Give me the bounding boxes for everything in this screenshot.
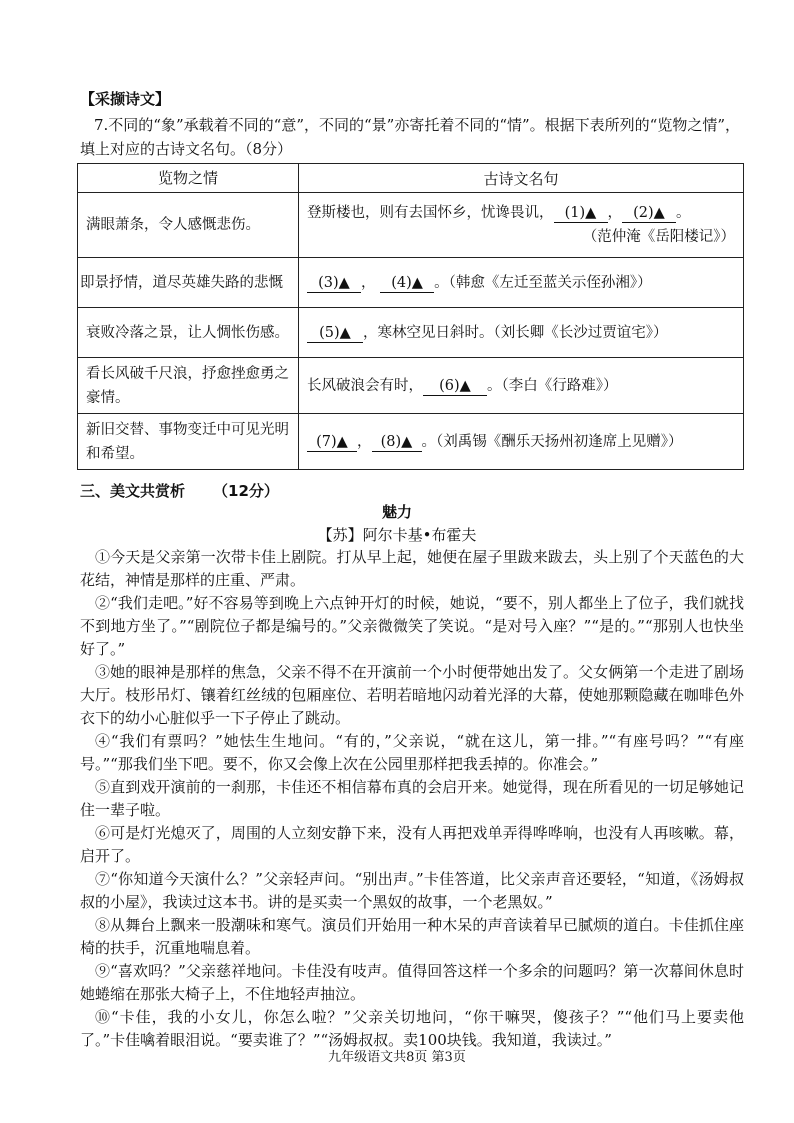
page-footer: 九年级语文共8页 第3页 [328,1050,466,1065]
answer-blank[interactable]: (8)▲ [372,433,422,452]
article-title: 魅力 [381,503,412,521]
poem-cell [299,308,744,358]
poem-text: 。 [676,205,691,221]
paragraph: ⑥可是灯光熄灭了，周围的人立刻安静下来，没有人再把戏单弄得哗哗响，也没有人再咳嗽。幕，启开了。 [80,824,744,865]
paragraph: ③她的眼神是那样的焦急，父亲不得不在开演前一个小时便带她出发了。父女俩第一个走进了剧场大厅。枝形吊灯、镶着红丝绒的包厢座位、若明若暗地闪动着光泽的大幕，使她那颗隐藏在咖啡色外衣下的幼小心脏似乎一下子停止了跳动。 [80,663,744,727]
answer-blank[interactable]: (5)▲ [307,324,363,343]
table-header-row [78,164,744,193]
article-body [80,546,744,1052]
poem-cell [299,414,744,470]
paragraph: ⑦“你知道今天演什么？”父亲轻声问。“别出声。”卡佳答道，比父亲声音还要轻，“知道，《汤姆叔叔的小屋》，我读过这本书。讲的是买卖一个黑奴的故事，一个老黑奴。” [80,870,744,911]
emotion-cell: 满眼萧条，令人感慨悲伤。 [78,193,299,258]
table-row [78,193,744,258]
paragraph: ①今天是父亲第一次带卡佳上剧院。打从早上起，她便在屋子里跋来跋去，头上别了个天蓝色的大花结，神情是那样的庄重、严肃。 [80,548,744,589]
poem-cell [299,358,744,414]
paragraph: ⑩“卡佳，我的小女儿，你怎么啦？”父亲关切地问，“你干嘛哭，傻孩子？”“他们马上要卖他了。”卡佳噙着眼泪说。“要卖谁了？”“汤姆叔叔。卖100块钱。我知道，我读过。” [80,1008,744,1049]
paragraph: ④“我们有票吗？”她怯生生地问。“有的，”父亲说，“就在这儿，第一排。”“有座号吗？”“有座号。”“那我们坐下吧。要不，你又会像上次在公园里那样把我丢掉的。你准会。” [80,732,744,773]
emotion-cell: 即景抒情，道尽英雄失路的悲慨 [78,258,299,308]
poem-cell [299,258,744,308]
answer-blank[interactable]: (1)▲ [554,204,608,223]
poem-source: （范仲淹《岳阳楼记》） [582,229,735,245]
section-heading-reading [80,480,279,501]
separator: ， [361,274,376,291]
answer-blank[interactable]: (2)▲ [622,204,676,223]
article-author: 【苏】阿尔卡基•布霍夫 [317,526,477,544]
table-row [78,258,744,308]
poem-text: 。（李白《行路难》） [487,377,618,394]
poem-text: ，寒林空见日斜时。（刘长卿《长沙过贾谊宅》） [363,324,668,341]
section-score: （12分） [213,482,279,500]
paragraph: ⑤直到戏开演前的一刹那，卡佳还不相信幕布真的会启开来。她觉得，现在所看见的一切足够她记住一辈子啦。 [80,778,744,819]
paragraph: ⑨“喜欢吗？”父亲慈祥地问。卡佳没有吱声。值得回答这样一个多余的问题吗？第一次幕间休息时她蜷缩在那张大椅子上，不住地轻声抽泣。 [80,962,744,1003]
emotion-cell: 新旧交替、事物变迁中可见光明和希望。 [78,414,299,470]
emotion-cell: 看长风破千尺浪，抒愈挫愈勇之豪情。 [78,358,299,414]
poem-text: 登斯楼也，则有去国怀乡，忧谗畏讥， [307,205,554,221]
paragraph: ⑧从舞台上飘来一股潮味和寒气。演员们开始用一种木呆的声音读着早已腻烦的道白。卡佳抓住座椅的扶手，沉重地喘息着。 [80,916,744,957]
answer-blank[interactable]: (4)▲ [380,274,434,293]
separator: ， [607,205,622,221]
header-emotion: 览物之情 [78,164,299,193]
poetry-table [77,163,744,470]
separator: ， [357,433,372,450]
poem-text: 长风破浪会有时， [307,377,423,394]
section-label: 三、美文共赏析 [80,482,186,500]
answer-blank[interactable]: (3)▲ [307,274,361,293]
answer-blank[interactable]: (6)▲ [423,377,487,396]
answer-blank[interactable]: (7)▲ [307,433,357,452]
section-heading-poetry: 【采撷诗文】 [80,90,171,108]
emotion-cell: 衰败冷落之景，让人惆怅伤感。 [78,308,299,358]
table-row [78,358,744,414]
poem-text: 。（刘禹锡《酬乐天扬州初逢席上见赠》） [421,433,683,450]
paragraph: ②“我们走吧。”好不容易等到晚上六点钟开灯的时候，她说，“要不，别人都坐上了位子，我们就找不到地方坐了。”“剧院位子都是编号的。”父亲微微笑了笑说。“是对号入座？”“是的。”“那别人也快坐好了。” [80,594,744,658]
table-row [78,414,744,470]
question-7-prompt: 7.不同的“象”承载着不同的“意”，不同的“景”亦寄托着不同的“情”。根据下表所列的“览物之情”，填上对应的古诗文名句。（8分） [80,116,741,158]
poem-cell [299,193,744,258]
table-row [78,308,744,358]
poem-text: 。（韩愈《左迁至蓝关示侄孙湘》） [434,274,652,291]
header-poem-line: 古诗文名句 [299,164,744,193]
